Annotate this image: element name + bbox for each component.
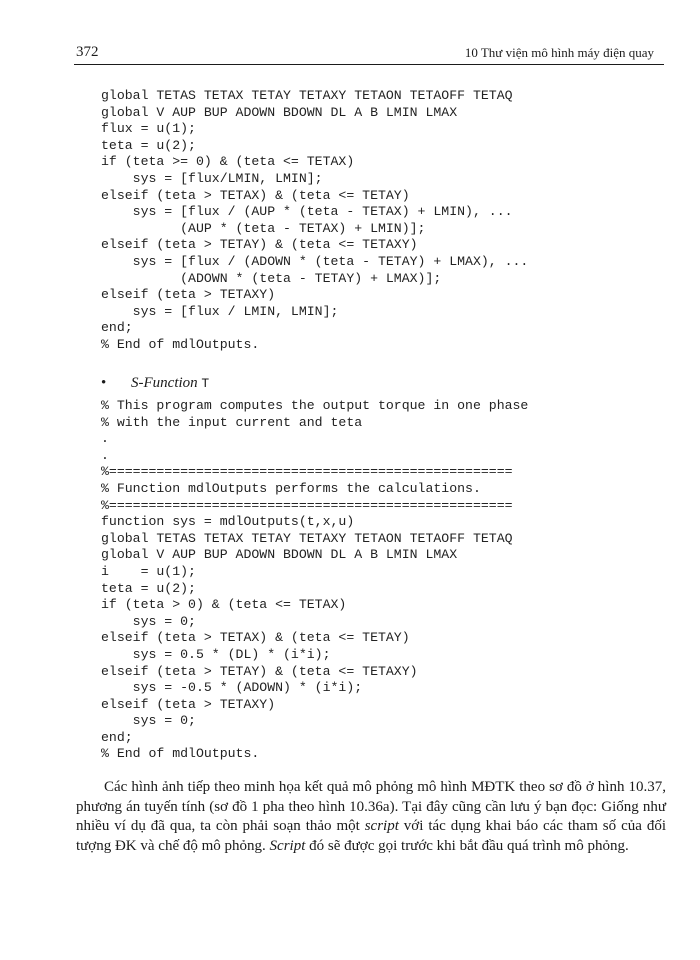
paragraph-part-3: đó sẽ được gọi trước khi bắt đầu quá trình mô phỏng. — [305, 837, 629, 854]
code-block-mdl-outputs-torque: % This program computes the output torque in one phase % with the input current and teta . . %=================================================== % Function mdlOutputs performs the calculations. %=================================================== function sys = mdlOutputs(t,x,u) global TETAS TETAX TETAY TETAXY TETAON TETAOFF TETAQ global V AUP BUP ADOWN BDOWN DL A B LMIN LMAX i = u(1); teta = u(2); if (teta > 0) & (teta <= TETAX) sys = 0; elseif (teta > TETAX) & (teta <= TETAY) sys = 0.5 * (DL) * (i*i); elseif (teta > TETAY) & (teta <= TETAXY) sys = -0.5 * (ADOWN) * (i*i); elseif (teta > TETAXY) sys = 0; end; % End of mdlOutputs. — [101, 398, 529, 762]
paragraph-part-1: Các hình ảnh tiếp theo minh họa kết quả mô phỏng mô hình MĐTK theo sơ đồ ở hình 10.37, phương án tuyến tính (sơ đồ 1 pha theo hình 10.36a). Tại đây cũng cần lưu ý bạn đọc: Giống như nhiều ví dụ đã qua, ta còn phải soạn thảo một — [76, 779, 666, 834]
chapter-title: 10 Thư viện mô hình máy điện quay — [464, 45, 654, 60]
header-rule — [74, 64, 664, 65]
body-paragraph — [76, 778, 666, 856]
page-number: 372 — [76, 44, 99, 60]
bullet-dot: • — [101, 375, 107, 391]
bullet-s-function-torque — [101, 375, 209, 392]
paragraph-part-2: với tác dụng khai báo các tham số của đối tượng ĐK và chế độ mô phỏng. — [76, 818, 666, 854]
paragraph-script-word-1: script — [364, 818, 399, 834]
bullet-suffix: T — [201, 376, 210, 391]
paragraph-script-word-2: Script — [269, 837, 306, 854]
bullet-label: S-Function — [131, 375, 198, 391]
code-block-mdl-outputs-flux: global TETAS TETAX TETAY TETAXY TETAON TETAOFF TETAQ global V AUP BUP ADOWN BDOWN DL A B LMIN LMAX flux = u(1); teta = u(2); if (teta >= 0) & (teta <= TETAX) sys = [flux/LMIN, LMIN]; elseif (teta > TETAX) & (teta <= TETAY) sys = [flux / (AUP * (teta - TETAX) + LMIN), ... (AUP * (teta - TETAX) + LMIN)]; elseif (teta > TETAY) & (teta <= TETAXY) sys = [flux / (ADOWN * (teta - TETAY) + LMAX), ... (ADOWN * (teta - TETAY) + LMAX)]; elseif (teta > TETAXY) sys = [flux / LMIN, LMIN]; end; % End of mdlOutputs. — [101, 88, 529, 352]
